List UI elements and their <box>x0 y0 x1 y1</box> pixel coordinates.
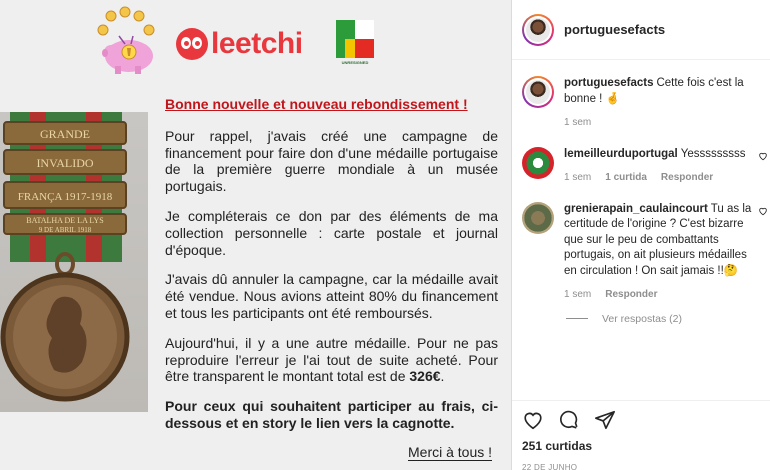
comment-like-count[interactable]: 1 curtida <box>605 172 647 183</box>
unresigned-logo <box>336 20 374 66</box>
letter-amount: 326€ <box>409 368 441 385</box>
likes-count[interactable]: 251 curtidas <box>522 439 593 453</box>
post-side-panel <box>511 0 770 470</box>
leetchi-wordmark: leetchi <box>211 27 303 60</box>
medal-bar-grande: GRANDE <box>40 127 90 141</box>
comment-avatar[interactable] <box>522 202 554 234</box>
post-header <box>512 0 770 60</box>
caption-username[interactable]: portuguesefacts <box>564 77 654 89</box>
share-icon[interactable] <box>594 409 616 431</box>
comment-reply-button[interactable]: Responder <box>605 289 658 300</box>
header-avatar[interactable] <box>522 14 554 46</box>
post-letter <box>165 96 498 445</box>
replies-divider <box>566 318 588 319</box>
heart-icon[interactable] <box>522 409 544 431</box>
comment-reply-button[interactable]: Responder <box>660 172 714 183</box>
comment-like-heart-icon[interactable] <box>758 206 768 216</box>
comment-icon[interactable] <box>558 409 580 431</box>
comment-like-heart-icon[interactable] <box>758 151 768 161</box>
comment-avatar[interactable] <box>522 147 554 179</box>
caption-time[interactable]: 1 sem <box>564 117 592 128</box>
signoff-text: Merci à tous ! <box>408 444 493 460</box>
medal-bar-franca: FRANÇA 1917-1918 <box>17 191 113 203</box>
comment-time[interactable]: 1 sem <box>564 289 592 300</box>
medal-bar-invalido: INVALIDO <box>36 156 94 170</box>
unresigned-caption: UNRESIGNED <box>341 60 369 65</box>
letter-p4-end: . <box>440 368 445 385</box>
logo-row <box>0 0 511 88</box>
letter-paragraph-4 <box>165 335 498 385</box>
comment-username[interactable]: lemeilleurduportugal <box>564 147 678 160</box>
view-replies-button[interactable] <box>566 313 768 325</box>
medal-photo <box>0 112 148 412</box>
letter-heading: Bonne nouvelle et nouveau rebondissement ! <box>165 96 468 112</box>
leetchi-logo <box>176 24 303 64</box>
letter-p4-text: Aujourd'hui, il y a une autre médaille. Pour ne pas reproduire l'erreur je l'ai tout de suite acheté. Pour être transparent le montant total est de <box>165 334 498 385</box>
comments-list <box>522 76 768 325</box>
header-username[interactable]: portuguesefacts <box>564 22 666 37</box>
caption-text: Cette fois c'est la bonne ! 🤞 <box>564 77 744 105</box>
comment-text: Yesssssssss <box>680 147 746 160</box>
letter-paragraph-1: Pour rappel, j'avais créé une campagne de financement pour faire don d'une médaille portugaise de la première guerre mondiale à un musée portugais. <box>165 127 498 195</box>
caption-avatar[interactable] <box>522 76 554 108</box>
comment-item <box>522 147 768 186</box>
caption-comment <box>522 76 768 131</box>
medal-illustration <box>0 112 148 412</box>
view-replies-label: Ver respostas (2) <box>602 312 682 325</box>
letter-signoff <box>408 444 492 460</box>
piggy-bank-icon <box>93 6 161 78</box>
letter-closing: Pour ceux qui souhaitent participer au frais, ci-dessous et en story le lien vers la cagnotte. <box>165 398 498 431</box>
leetchi-eyes-icon <box>176 28 208 60</box>
comment-text: Tu as la certitude de l'origine ? C'est bizarre que sur le peu de combattants portugais, on ait plusieurs médailles en circulation ! On sait jamais !!🤔 <box>564 202 752 277</box>
letter-paragraph-2: Je compléterais ce don par des éléments de ma collection personnelle : carte postale et journal d'époque. <box>165 207 498 258</box>
medal-bar-date: 9 DE ABRIL 1918 <box>38 226 92 234</box>
post-date[interactable]: 22 DE JUNHO <box>522 463 578 470</box>
comment-time[interactable]: 1 sem <box>564 172 592 183</box>
comment-username[interactable]: grenierapain_caulaincourt <box>564 202 708 215</box>
comment-item <box>522 202 768 303</box>
medal-bar-batalha: BATALHA DE LA LYS <box>26 216 104 225</box>
letter-paragraph-3: J'avais dû annuler la campagne, car la médaille avait été vendue. Nous avions atteint 80% du financement et tous les participants ont été remboursés. <box>165 271 498 321</box>
post-actions <box>512 400 770 470</box>
